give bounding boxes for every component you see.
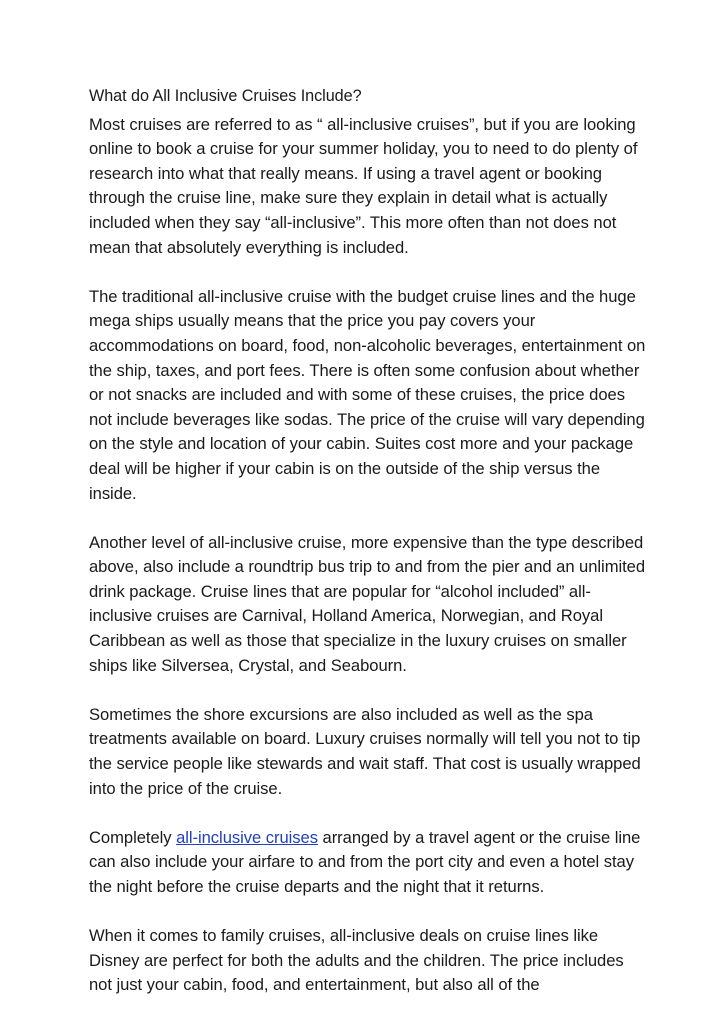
paragraph-3: Another level of all-inclusive cruise, more expensive than the type described above, also include a roundtrip bus trip to and from the pier and an unlimited drink package. Cruise lines that are popular for “alcohol included” all-inclusive cruises are Carnival, Holland America, Norwegian, and Royal Caribbean as well as those that specialize in the luxury cruises on smaller ships like Silversea, Crystal, and Seabourn. xyxy=(89,532,646,675)
document-body xyxy=(89,84,649,1023)
paragraph-1: Most cruises are referred to as “ all-inclusive cruises”, but if you are looking online to book a cruise for your summer holiday, you to need to do plenty of research into what that really means. If using a travel agent or booking through the cruise line, make sure they explain in detail what is actually included when they say “all-inclusive”. This more often than not does not mean that absolutely everything is included. xyxy=(89,114,638,257)
paragraph-6: When it comes to family cruises, all-inclusive deals on cruise lines like Disney are perfect for both the adults and the children. The price includes not just your cabin, food, and entertainment, but also all of the xyxy=(89,926,624,995)
paragraph-5-after: arranged by a travel agent or the cruise line can also include your airfare to and from the port city and even a hotel stay the night before the cruise departs and the night that it returns. xyxy=(89,827,641,896)
paragraph-5 xyxy=(89,826,649,900)
paragraph-5-before: Completely xyxy=(89,827,177,847)
paragraph-4: Sometimes the shore excursions are also included as well as the spa treatments available on board. Luxury cruises normally will tell you not to tip the service people like stewards and wait staff. That cost is usually wrapped into the price of the cruise. xyxy=(89,704,641,798)
paragraph-2: The traditional all-inclusive cruise with the budget cruise lines and the huge mega ships usually means that the price you pay covers your accommodations on board, food, non-alcoholic beverages, entertainment on the ship, taxes, and port fees. There is often some confusion about whether or not snacks are included and with some of these cruises, the price does not include beverages like sodas. The price of the cruise will vary depending on the style and location of your cabin. Suites cost more and your package deal will be higher if your cabin is on the outside of the ship versus the inside. xyxy=(89,286,646,503)
document-title: What do All Inclusive Cruises Include? xyxy=(89,87,362,105)
all-inclusive-cruises-link[interactable]: all-inclusive cruises xyxy=(176,827,318,847)
